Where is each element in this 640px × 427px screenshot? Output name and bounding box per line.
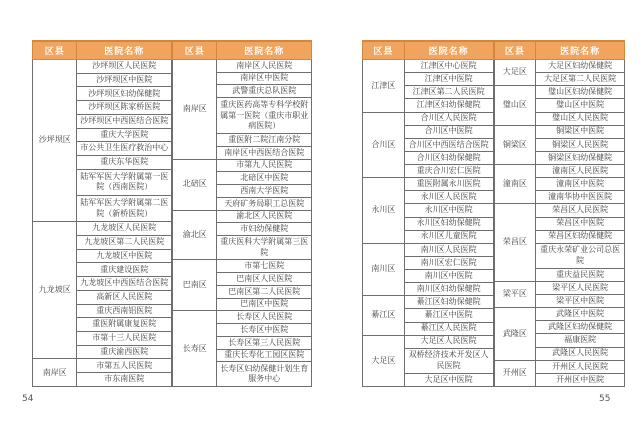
hospital-cell: 大足区中医院 bbox=[404, 373, 493, 386]
hospital-cell: 陆军军医大学附属第二医院（新桥医院） bbox=[77, 195, 172, 221]
district-cell: 潼南区 bbox=[494, 165, 536, 204]
column-header: 医院名称 bbox=[404, 41, 493, 60]
hospital-cell: 沙坪坝区中医院 bbox=[77, 73, 172, 87]
hospital-cell: 合川区中医院 bbox=[404, 125, 493, 138]
hospital-cell: 永川区儿童医院 bbox=[404, 230, 493, 243]
column-header: 区县 bbox=[494, 41, 536, 60]
hospital-cell: 九龙坡区人民医院 bbox=[77, 222, 172, 236]
district-cell: 綦江区 bbox=[363, 296, 405, 335]
hospital-cell: 重庆合川宏仁医院 bbox=[404, 165, 493, 178]
hospital-cell: 璧山区妇幼保健院 bbox=[536, 86, 625, 99]
district-cell: 铜梁区 bbox=[494, 125, 536, 164]
district-cell: 大足区 bbox=[494, 60, 536, 86]
hospital-cell: 重庆益民医院 bbox=[536, 268, 625, 281]
hospital-cell: 市第七医院 bbox=[217, 260, 312, 273]
hospital-tables-page-54 bbox=[32, 40, 312, 387]
district-cell: 长寿区 bbox=[173, 311, 217, 387]
hospital-cell: 长寿区第三人民医院 bbox=[217, 336, 312, 349]
table-row bbox=[494, 165, 625, 178]
hospital-cell: 南岸区中医院 bbox=[217, 72, 312, 85]
hospital-cell: 江津区妇幼保健院 bbox=[404, 99, 493, 112]
hospital-cell: 市第十三人民医院 bbox=[77, 331, 172, 345]
hospital-cell: 长寿区妇幼保健计划生育服务中心 bbox=[217, 362, 312, 387]
district-cell: 沙坪坝区 bbox=[33, 60, 77, 222]
hospital-cell: 南岸区中西医结合医院 bbox=[217, 146, 312, 159]
district-cell: 南川区 bbox=[363, 243, 405, 296]
hospital-cell: 重庆大学医院 bbox=[77, 128, 172, 142]
district-cell: 巴南区 bbox=[173, 260, 217, 311]
header-row bbox=[363, 41, 494, 60]
header-row bbox=[33, 41, 172, 60]
hospital-cell: 福康医院 bbox=[536, 334, 625, 347]
hospital-cell: 武隆区妇幼保健院 bbox=[536, 321, 625, 334]
district-cell: 武隆区 bbox=[494, 308, 536, 361]
hospital-cell: 九龙坡区第二人民医院 bbox=[77, 235, 172, 249]
table-row bbox=[494, 60, 625, 73]
hospital-cell: 綦江区中医院 bbox=[404, 309, 493, 322]
hospital-cell: 重医附二院江南分院 bbox=[217, 134, 312, 147]
hospital-cell: 市东南医院 bbox=[77, 373, 172, 387]
column-header: 医院名称 bbox=[77, 41, 172, 60]
column-header: 区县 bbox=[33, 41, 77, 60]
hospital-cell: 重医附属永川医院 bbox=[404, 178, 493, 191]
hospital-cell: 铜梁区人民医院 bbox=[536, 138, 625, 151]
table-row bbox=[363, 112, 494, 125]
hospital-cell: 荣昌区人民医院 bbox=[536, 204, 625, 217]
hospital-cell: 武隆区人民医院 bbox=[536, 347, 625, 360]
district-cell: 九龙坡区 bbox=[33, 222, 77, 359]
hospital-cell: 永川区人民医院 bbox=[404, 191, 493, 204]
hospital-cell: 江津区中医院 bbox=[404, 73, 493, 86]
table-row bbox=[363, 335, 494, 348]
hospital-cell: 大足区第二人民医院 bbox=[536, 73, 625, 86]
table-row bbox=[33, 359, 172, 373]
table-row bbox=[173, 60, 312, 73]
district-cell: 南岸区 bbox=[173, 60, 217, 160]
hospital-cell: 大足区妇幼保健院 bbox=[536, 60, 625, 73]
hospital-cell: 双桥经济技术开发区人民医院 bbox=[404, 348, 493, 373]
table-row bbox=[173, 159, 312, 172]
hospital-cell: 永川区中医院 bbox=[404, 204, 493, 217]
hospital-cell: 长寿区中医院 bbox=[217, 324, 312, 337]
header-row bbox=[494, 41, 625, 60]
district-cell: 南岸区 bbox=[33, 359, 77, 387]
hospital-cell: 綦江区妇幼保健院 bbox=[404, 296, 493, 309]
district-cell: 荣昌区 bbox=[494, 204, 536, 282]
hospital-cell: 开州区人民医院 bbox=[536, 360, 625, 373]
table-row bbox=[173, 311, 312, 324]
table-row bbox=[494, 86, 625, 99]
district-cell: 北碚区 bbox=[173, 159, 217, 210]
table-row bbox=[494, 204, 625, 217]
hospital-cell: 重庆医科大学附属第三医院 bbox=[217, 236, 312, 260]
hospital-cell: 重庆西南铝医院 bbox=[77, 304, 172, 318]
column-header: 医院名称 bbox=[536, 41, 625, 60]
hospital-cell: 沙坪坝区人民医院 bbox=[77, 60, 172, 74]
hospital-cell: 重庆东华医院 bbox=[77, 156, 172, 170]
table-row bbox=[494, 281, 625, 294]
table-row bbox=[33, 222, 172, 236]
column-header: 区县 bbox=[363, 41, 405, 60]
hospital-cell: 武隆区中医院 bbox=[536, 308, 625, 321]
hospital-cell: 长寿区人民医院 bbox=[217, 311, 312, 324]
hospital-table bbox=[172, 40, 312, 387]
hospital-cell: 潼南华协中医医院 bbox=[536, 191, 625, 204]
hospital-cell: 江津区第二人民医院 bbox=[404, 86, 493, 99]
hospital-cell: 武警重庆总队医院 bbox=[217, 85, 312, 98]
hospital-cell: 陆军军医大学附属第一医院（西南医院） bbox=[77, 169, 172, 195]
hospital-cell: 永川区妇幼保健院 bbox=[404, 217, 493, 230]
table-row bbox=[173, 260, 312, 273]
table-row bbox=[363, 178, 494, 191]
table-row bbox=[363, 60, 494, 73]
hospital-cell: 市第五人民医院 bbox=[77, 359, 172, 373]
hospital-cell: 重庆永荣矿业公司总医院 bbox=[536, 243, 625, 268]
district-cell: 合川区 bbox=[363, 112, 405, 178]
table-row bbox=[363, 243, 494, 256]
hospital-cell: 潼南区中医院 bbox=[536, 178, 625, 191]
table-row bbox=[494, 308, 625, 321]
hospital-cell: 南岸区人民医院 bbox=[217, 60, 312, 73]
hospital-cell: 南川区人民医院 bbox=[404, 243, 493, 256]
hospital-cell: 重庆渝西医院 bbox=[77, 345, 172, 359]
hospital-cell: 沙坪坝区陈家桥医院 bbox=[77, 101, 172, 115]
hospital-cell: 合川区人民医院 bbox=[404, 112, 493, 125]
hospital-cell: 南川区妇幼保健院 bbox=[404, 283, 493, 296]
page-55 bbox=[362, 40, 625, 387]
district-cell: 梁平区 bbox=[494, 281, 536, 307]
header-row bbox=[173, 41, 312, 60]
hospital-cell: 江津区中心医院 bbox=[404, 60, 493, 73]
district-cell: 开州区 bbox=[494, 360, 536, 386]
hospital-cell: 合川区中西医结合医院 bbox=[404, 138, 493, 151]
page-number-left: 54 bbox=[22, 394, 34, 404]
hospital-table bbox=[362, 40, 494, 387]
hospital-table bbox=[494, 40, 626, 387]
hospital-cell: 西南大学医院 bbox=[217, 185, 312, 198]
hospital-cell: 巴南区中医院 bbox=[217, 298, 312, 311]
hospital-cell: 巴南区第二人民医院 bbox=[217, 285, 312, 298]
column-header: 区县 bbox=[173, 41, 217, 60]
hospital-cell: 重庆医药高等专科学校附属第一医院（重庆市职业病医院） bbox=[217, 98, 312, 134]
hospital-cell: 沙坪坝区妇幼保健院 bbox=[77, 87, 172, 101]
hospital-cell: 铜梁区中医院 bbox=[536, 125, 625, 138]
table-row bbox=[363, 296, 494, 309]
hospital-cell: 梁平区人民医院 bbox=[536, 281, 625, 294]
hospital-cell: 市第九人民医院 bbox=[217, 159, 312, 172]
district-cell: 永川区 bbox=[363, 178, 405, 244]
table-row bbox=[173, 210, 312, 223]
hospital-cell: 荣昌区妇幼保健院 bbox=[536, 230, 625, 243]
table-row bbox=[494, 360, 625, 373]
hospital-cell: 高新区人民医院 bbox=[77, 290, 172, 304]
hospital-cell: 荣昌区中医院 bbox=[536, 217, 625, 230]
hospital-cell: 九龙坡区中医院 bbox=[77, 249, 172, 263]
hospital-cell: 重庆建设医院 bbox=[77, 263, 172, 277]
page-number-right: 55 bbox=[599, 394, 611, 404]
district-cell: 璧山区 bbox=[494, 86, 536, 125]
table-row bbox=[33, 60, 172, 74]
hospital-cell: 重医附属康复医院 bbox=[77, 318, 172, 332]
hospital-cell: 巴南区人民医院 bbox=[217, 273, 312, 286]
hospital-cell: 南川区宏仁医院 bbox=[404, 256, 493, 269]
page-54 bbox=[32, 40, 312, 387]
hospital-tables-page-55 bbox=[362, 40, 625, 387]
column-header: 医院名称 bbox=[217, 41, 312, 60]
table-row bbox=[494, 125, 625, 138]
hospital-cell: 大足区人民医院 bbox=[404, 335, 493, 348]
hospital-cell: 沙坪坝区中西医结合医院 bbox=[77, 114, 172, 128]
hospital-cell: 开州区中医院 bbox=[536, 373, 625, 386]
district-cell: 江津区 bbox=[363, 60, 405, 113]
hospital-cell: 潼南区人民医院 bbox=[536, 165, 625, 178]
district-cell: 大足区 bbox=[363, 335, 405, 386]
hospital-cell: 天府矿务局职工总医院 bbox=[217, 197, 312, 210]
hospital-cell: 铜梁区妇幼保健院 bbox=[536, 151, 625, 164]
hospital-cell: 九龙坡区中西医结合医院 bbox=[77, 277, 172, 291]
hospital-cell: 市妇幼保健院 bbox=[217, 223, 312, 236]
hospital-cell: 璧山区人民医院 bbox=[536, 112, 625, 125]
hospital-cell: 綦江区人民医院 bbox=[404, 322, 493, 335]
hospital-cell: 市公共卫生医疗救治中心 bbox=[77, 142, 172, 156]
hospital-cell: 璧山区中医院 bbox=[536, 99, 625, 112]
hospital-cell: 渝北区人民医院 bbox=[217, 210, 312, 223]
hospital-cell: 梁平区中医院 bbox=[536, 295, 625, 308]
hospital-cell: 合川区妇幼保健院 bbox=[404, 151, 493, 164]
hospital-cell: 南川区中医院 bbox=[404, 270, 493, 283]
hospital-cell: 重庆长寿化工园区医院 bbox=[217, 349, 312, 362]
district-cell: 渝北区 bbox=[173, 210, 217, 260]
hospital-cell: 北碚区中医院 bbox=[217, 172, 312, 185]
hospital-table bbox=[32, 40, 172, 387]
